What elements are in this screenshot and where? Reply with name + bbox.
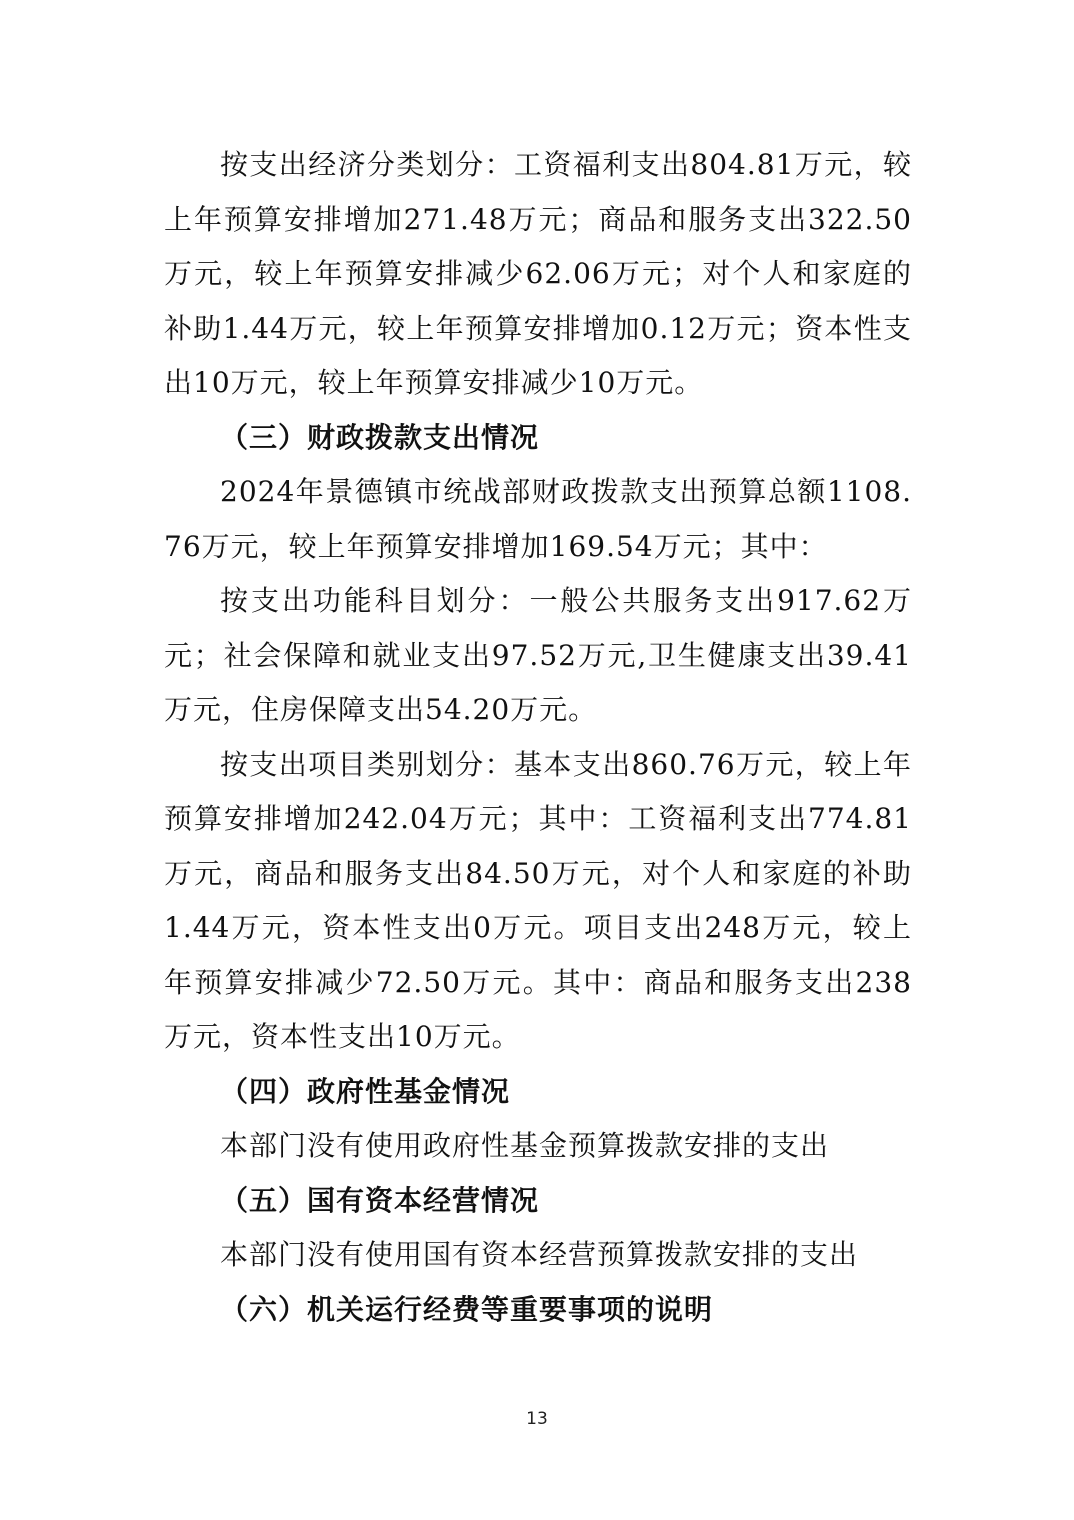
paragraph-economic-classification: 按支出经济分类划分：工资福利支出804.81万元，较上年预算安排增加271.48万元；商品和服务支出322.50万元，较上年预算安排减少62.06万元；对个人和家庭的补助1.44万元，较上年预算安排增加0.12万元；资本性支出10万元，较上年预算安排减少10万元。: [164, 148, 912, 399]
paragraph-state-capital: 本部门没有使用国有资本经营预算拨款安排的支出: [220, 1238, 859, 1271]
section-heading-state-capital: （五）国有资本经营情况: [220, 1183, 540, 1217]
paragraph-functional-classification: 按支出功能科目划分：一般公共服务支出917.62万元；社会保障和就业支出97.52万元,卫生健康支出39.41万元，住房保障支出54.20万元。: [164, 584, 912, 726]
section-heading-operating-expenses: （六）机关运行经费等重要事项的说明: [220, 1292, 714, 1326]
paragraph-fiscal-total: 2024年景德镇市统战部财政拨款支出预算总额1108.76万元，较上年预算安排增加169.54万元；其中：: [164, 475, 912, 563]
page-number: 13: [526, 1409, 548, 1429]
section-heading-government-funds: （四）政府性基金情况: [220, 1074, 511, 1108]
section-heading-fiscal-expenditure: （三）财政拨款支出情况: [220, 420, 540, 454]
paragraph-government-funds: 本部门没有使用政府性基金预算拨款安排的支出: [220, 1129, 830, 1162]
document-body: [164, 138, 912, 1337]
paragraph-project-classification: 按支出项目类别划分：基本支出860.76万元，较上年预算安排增加242.04万元；其中：工资福利支出774.81万元，商品和服务支出84.50万元，对个人和家庭的补助1.44万元，资本性支出0万元。项目支出248万元，较上年预算安排减少72.50万元。其中：商品和服务支出238万元，资本性支出10万元。: [164, 747, 912, 1053]
